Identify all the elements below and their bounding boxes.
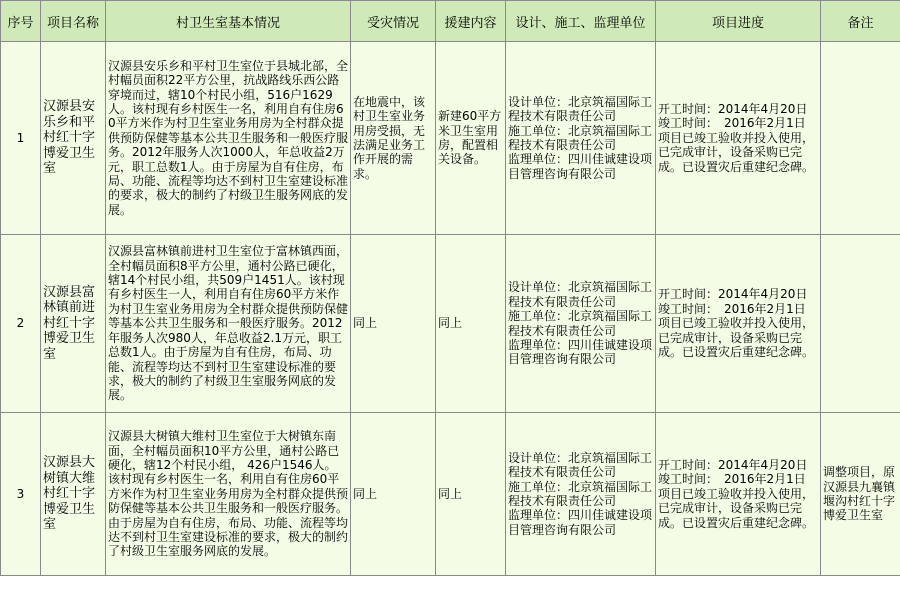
cell-units: 设计单位：北京筑福国际工程技术有限责任公司 施工单位：北京筑福国际工程技术有限责任公司 监理单位：四川佳诚建设项目管理咨询有限公司: [506, 413, 656, 576]
cell-aid: 同上: [436, 235, 506, 413]
header-num: 序号: [1, 1, 41, 42]
table-row: [1, 413, 900, 576]
cell-num: 3: [1, 413, 41, 576]
table-row: [1, 42, 900, 235]
cell-damage: 同上: [351, 413, 436, 576]
header-progress: 项目进度: [656, 1, 821, 42]
header-units: 设计、施工、监理单位: [506, 1, 656, 42]
cell-units: 设计单位：北京筑福国际工程技术有限责任公司 施工单位：北京筑福国际工程技术有限责任公司 监理单位：四川佳诚建设项目管理咨询有限公司: [506, 235, 656, 413]
cell-progress: 开工时间：2014年4月20日 竣工时间： 2016年2月1日 项目已竣工验收并投入使用，已完成审计，设备采购已完成。已设置灾后重建纪念碑。: [656, 235, 821, 413]
header-aid: 援建内容: [436, 1, 506, 42]
cell-name: 汉源县富林镇前进村红十字博爱卫生室: [41, 235, 106, 413]
cell-damage: 同上: [351, 235, 436, 413]
cell-damage: 在地震中，该村卫生室业务用房受损，无法满足业务工作开展的需求。: [351, 42, 436, 235]
cell-basic: 汉源县富林镇前进村卫生室位于富林镇西面，全村幅员面积8平方公里，通村公路已硬化，辖14个村民小组，共509户1451人。该村现有乡村医生一人，利用自有住房60平方米作为村卫生室业务用房为全村群众提供预防保健等基本公共卫生服务和一般医疗服务。2012年服务人次980人，年总收益2.1万元，职工总数1人。由于房屋为自有住房，布局、功能、流程等均达不到村卫生室建设标准的要求，极大的制约了村级卫生室服务网底的发展。: [106, 235, 351, 413]
cell-note: [821, 42, 900, 235]
cell-progress: 开工时间：2014年4月20日 竣工时间： 2016年2月1日 项目已竣工验收并投入使用，已完成审计，设备采购已完成。已设置灾后重建纪念碑。: [656, 413, 821, 576]
cell-aid: 同上: [436, 413, 506, 576]
header-damage: 受灾情况: [351, 1, 436, 42]
header-note: 备注: [821, 1, 900, 42]
cell-name: 汉源县安乐乡和平村红十字博爱卫生室: [41, 42, 106, 235]
cell-basic: 汉源县大树镇大维村卫生室位于大树镇东南面，全村幅员面积10平方公里，通村公路已硬化，辖12个村民小组， 426户1546人。该村现有乡村医生一名，利用自有住房60平方米作为村卫生室业务用房为全村群众提供预防保健等基本公共卫生服务和一般医疗服务。由于房屋为自有住房，布局、功能、流程等均达不到村卫生室建设标准的要求，极大的制约了村级卫生室服务网底的发展。: [106, 413, 351, 576]
cell-progress: 开工时间：2014年4月20日 竣工时间： 2016年2月1日 项目已竣工验收并投入使用，已完成审计，设备采购已完成。已设置灾后重建纪念碑。: [656, 42, 821, 235]
cell-num: 2: [1, 235, 41, 413]
header-basic: 村卫生室基本情况: [106, 1, 351, 42]
cell-num: 1: [1, 42, 41, 235]
cell-units: 设计单位：北京筑福国际工程技术有限责任公司 施工单位：北京筑福国际工程技术有限责任公司 监理单位：四川佳诚建设项目管理咨询有限公司: [506, 42, 656, 235]
header-row: [1, 1, 900, 42]
table-row: [1, 235, 900, 413]
cell-name: 汉源县大树镇大维村红十字博爱卫生室: [41, 413, 106, 576]
cell-basic: 汉源县安乐乡和平村卫生室位于县城北部，全村幅员面积22平方公里，抗战路线乐西公路穿境而过，辖10个村民小组，516户1629人。该村现有乡村医生一名，利用自有住房60平方米作为村卫生室业务用房为全村群众提供预防保健等基本公共卫生服务和一般医疗服务。2012年服务人次1000人，年总收益2万元，职工总数1人。由于房屋为自有住房，布局、功能、流程等均达不到村卫生室建设标准的要求，极大的制约了村级卫生服务网底的发展。: [106, 42, 351, 235]
cell-aid: 新建60平方米卫生室用房，配置相关设备。: [436, 42, 506, 235]
cell-note: [821, 235, 900, 413]
header-name: 项目名称: [41, 1, 106, 42]
cell-note: 调整项目，原汉源县九襄镇堰沟村红十字博爱卫生室: [821, 413, 900, 576]
